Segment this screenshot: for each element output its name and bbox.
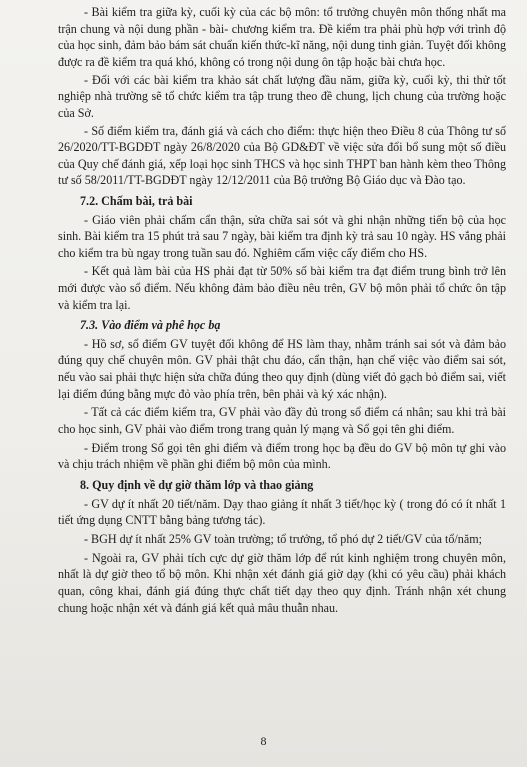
section-heading-8: 8. Quy định về dự giờ thăm lớp và thao giảng [80, 477, 314, 492]
paragraph-score-entry: - Tất cả các điểm kiểm tra, GV phải vào đầy đủ trong sổ điểm cá nhân; sau khi trả bài cho học sinh, GV phải vào điểm trong trang quản lý mạng và Sổ gọi tên ghi điểm. [58, 405, 506, 436]
paragraph-marking: - Giáo viên phải chấm cẩn thận, sửa chữa sai sót và ghi nhận những tiến bộ của học sinh. Bài kiểm tra 15 phút trả sau 7 ngày, bài kiểm tra định kỳ trả sau 10 ngày. HS vắng phải cho kiểm tra bù ngay trong tuần sau đó. Nghiêm cấm việc cấy điểm cho HS. [58, 212, 506, 260]
paragraph-midterm-final-tests: - Bài kiểm tra giữa kỳ, cuối kỳ của các bộ môn: tổ trưởng chuyên môn thống nhất ma trận chung và nội dung phần - bài- chương kiểm tra. Đề kiểm tra phải phù hợp với trình độ của học sinh, đảm bảo bám sát chuẩn kiến thức-kĩ năng, nội dung tinh giản. Tuyệt đối không được ra đề kiểm tra quá khó, không có trong nội dung ôn tập hoặc bài chưa học. [58, 5, 506, 69]
page-number: 8 [260, 734, 267, 748]
paragraph-results-threshold: - Kết quả làm bài của HS phải đạt từ 50% số bài kiểm tra đạt điểm trung bình trở lên mới được vào sổ điểm. Nếu không đảm bảo điều nêu trên, GV bộ môn phải tổ chức ôn tập và kiểm tra lại. [58, 264, 506, 312]
paragraph-records: - Hồ sơ, sổ điểm GV tuyệt đối không để HS làm thay, nhằm tránh sai sót và đảm bảo đúng quy chế chuyên môn. GV phải thật chu đáo, cẩn thận, hạn chế việc vào điểm sai sót, nếu vào sai phải thực hiện sửa chữa đúng theo quy định (dùng viết đỏ gạch bỏ điểm sai, viết lại điểm đúng bằng mực đỏ vào phía trên, bên phải và ký xác nhận). [58, 336, 506, 401]
paragraph-teacher-observation: - GV dự ít nhất 20 tiết/năm. Dạy thao giảng ít nhất 3 tiết/học kỳ ( trong đó có ít nhất 1 tiết ứng dụng CNTT bằng bảng tương tác). [58, 496, 506, 528]
paragraph-survey-tests: - Đối với các bài kiểm tra khảo sát chất lượng đầu năm, giữa kỳ, cuối kỳ, thi thử tốt nghiệp nhà trường sẽ tổ chức kiểm tra tập trung theo đề chung, lịch chung của trường hoặc của Sở. [58, 72, 506, 120]
paragraph-observation-evaluation: - Ngoài ra, GV phải tích cực dự giờ thăm lớp để rút kinh nghiệm trong chuyên môn, nhất là dự giờ theo tổ bộ môn. Khi nhận xét đánh giá giờ dạy (khi có yêu cầu) phải khách quan, công khai, đánh giá đúng thực chất tiết dạy theo quy định. Tránh nhận xét chung chung hoặc nhận xét và đánh giá kết quả mâu thuẫn nhau. [58, 550, 506, 615]
section-heading-7-2: 7.2. Chấm bài, trả bài [80, 193, 193, 208]
paragraph-board-observation: - BGH dự ít nhất 25% GV toàn trường; tổ trưởng, tổ phó dự 2 tiết/GV của tổ/năm; [84, 531, 482, 546]
document-body [58, 4, 506, 617]
paragraph-score-responsibility: - Điểm trong Sổ gọi tên ghi điểm và điểm trong học bạ đều do GV bộ môn tự ghi vào và chịu trách nhiệm về phần ghi điểm bộ môn của mình. [58, 440, 506, 472]
paragraph-grading-rules: - Số điểm kiểm tra, đánh giá và cách cho điểm: thực hiện theo Điều 8 của Thông tư số 26/2020/TT-BGDĐT ngày 26/8/2020 của Bộ GD&ĐT về việc sửa đổi bổ sung một số điều của Quy chế đánh giá, xếp loại học sinh THCS và học sinh THPT ban hành kèm theo Thông tư số 58/2011/TT-BGDĐT ngày 12/12/2011 của Bộ trưởng Bộ Giáo dục và Đào tạo. [58, 123, 506, 188]
section-heading-7-3: 7.3. Vào điểm và phê học bạ [80, 318, 221, 333]
